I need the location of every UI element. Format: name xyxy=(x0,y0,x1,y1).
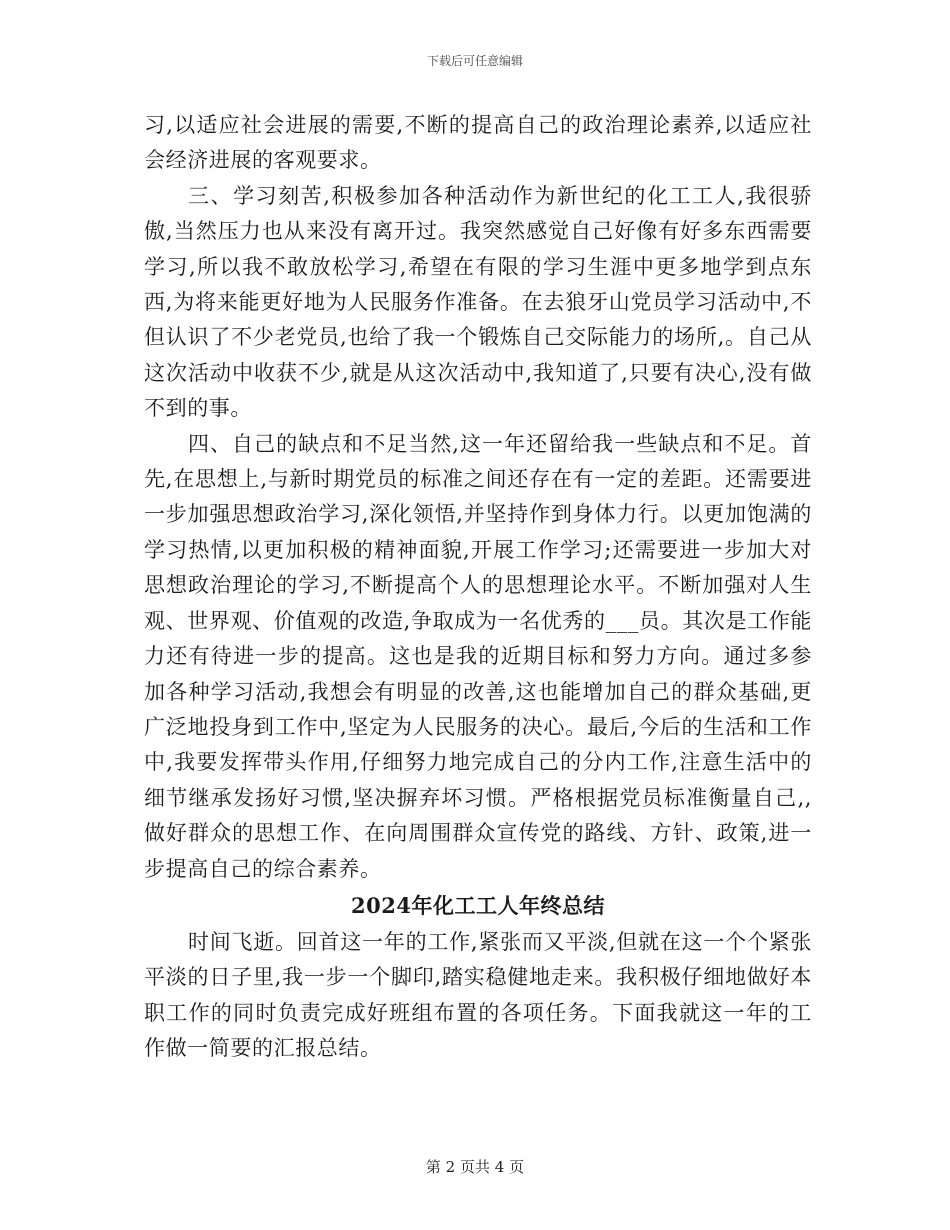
paragraph-section-four: 四、自己的缺点和不足当然,这一年还留给我一些缺点和不足。首先,在思想上,与新时期党员的标准之间还存在有一定的差距。还需要进一步加强思想政治学习,深化领悟,并坚持作到身体力行。以更加饱满的学习热情,以更加积极的精神面貌,开展工作学习;还需要进一步加大对思想政治理论的学习,不断提高个人的思想理论水平。不断加强对人生观、世界观、价值观的改造,争取成为一名优秀的___员。其次是工作能力还有待进一步的提高。这也是我的近期目标和努力方向。通过多参加各种学习活动,我想会有明显的改善,这也能增加自己的群众基础,更广泛地投身到工作中,坚定为人民服务的决心。最后,今后的生活和工作中,我要发挥带头作用,仔细努力地完成自己的分内工作,注意生活中的细节继承发扬好习惯,坚决摒弃坏习惯。严格根据党员标准衡量自己,,做好群众的思想工作、在向周围群众宣传党的路线、方针、政策,进一步提高自己的综合素养。 xyxy=(144,431,812,881)
document-body xyxy=(144,108,812,1067)
paragraph-section-three: 三、学习刻苦,积极参加各种活动作为新世纪的化工工人,我很骄傲,当然压力也从来没有离开过。我突然感觉自己好像有好多东西需要学习,所以我不敢放松学习,希望在有限的学习生涯中更多地学到点东西,为将来能更好地为人民服务作准备。在去狼牙山党员学习活动中,不但认识了不少老党员,也给了我一个锻炼自己交际能力的场所,。自己从这次活动中收获不少,就是从这次活动中,我知道了,只要有决心,没有做不到的事。 xyxy=(144,183,812,421)
paragraph-continuation: 习,以适应社会进展的需要,不断的提高自己的政治理论素养,以适应社会经济进展的客观要求。 xyxy=(144,113,812,173)
paragraph-intro: 时间飞逝。回首这一年的工作,紧张而又平淡,但就在这一个个紧张平淡的日子里,我一步一个脚印,踏实稳健地走来。我积极仔细地做好本职工作的同时负责完成好班组布置的各项任务。下面我就这一年的工作做一简要的汇报总结。 xyxy=(144,929,812,1061)
page-header: 下载后可任意编辑 xyxy=(426,54,523,68)
section-title: 2024年化工工人年终总结 xyxy=(351,892,605,918)
page-number: 第 2 页共 4 页 xyxy=(425,1158,525,1176)
